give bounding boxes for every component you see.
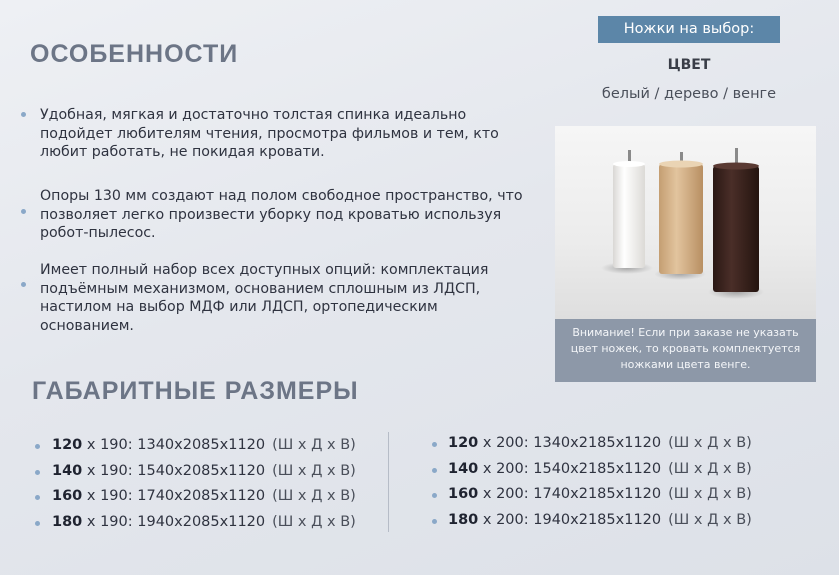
- dimension-row: [448, 512, 752, 528]
- dimension-values: х 190: 1540х2085х1120: [82, 462, 266, 479]
- dimension-unit: (Ш х Д х В): [272, 488, 356, 504]
- dimension-width: 120: [52, 437, 83, 453]
- column-divider: [388, 432, 389, 532]
- bullet-icon: [432, 493, 437, 498]
- feature-item: Удобная, мягкая и достаточно толстая спинка идеально подойдет любителям чтения, просмотра фильмов и тем, кто любит работать, не покидая кровати.: [40, 107, 499, 160]
- dimension-width: 140: [448, 460, 479, 477]
- white-leg: [613, 150, 645, 268]
- feature-item: Имеет полный набор всех доступных опций: комплектация подъёмным механизмом, основанием сплошным из ЛДСП, настилом на выбор МДФ или ЛДСП, ортопедическим основанием.: [40, 262, 489, 334]
- dimension-row: [52, 488, 356, 504]
- bullet-icon: [35, 444, 40, 449]
- bullet-icon: [432, 442, 437, 447]
- dimension-values: х 200: 1940х2185х1120: [478, 511, 662, 528]
- dimension-unit: (Ш х Д х В): [272, 513, 356, 530]
- bullet-icon: [35, 470, 40, 475]
- dimension-values: х 190: 1740х2085х1120: [82, 488, 266, 504]
- bullet-icon: [432, 468, 437, 473]
- bullet-icon: [35, 495, 40, 500]
- dimension-values: х 190: 1940х2085х1120: [82, 513, 266, 530]
- dimension-unit: (Ш х Д х В): [668, 511, 752, 528]
- dimension-values: х 200: 1740х2185х1120: [478, 486, 662, 502]
- dimension-width: 120: [448, 435, 479, 451]
- wood-leg: [659, 152, 703, 274]
- dimension-unit: (Ш х Д х В): [272, 437, 356, 453]
- dimension-unit: (Ш х Д х В): [668, 435, 752, 451]
- notice-box: Внимание! Если при заказе не указать цвет ножек, то кровать комплектуется ножками цвета венге.: [555, 319, 816, 382]
- dimension-row: [52, 463, 356, 479]
- dimension-width: 140: [52, 462, 83, 479]
- dimension-unit: (Ш х Д х В): [668, 460, 752, 477]
- dimension-row: [52, 437, 356, 453]
- dimension-row: [448, 486, 752, 502]
- dimension-row: [448, 461, 752, 477]
- dimension-row: [448, 435, 752, 451]
- dimension-unit: (Ш х Д х В): [272, 462, 356, 479]
- dimension-values: х 200: 1540х2185х1120: [478, 460, 662, 477]
- color-options: белый / дерево / венге: [601, 86, 777, 102]
- bullet-icon: [35, 521, 40, 526]
- bullet-icon: [432, 519, 437, 524]
- features-title: ОСОБЕННОСТИ: [30, 40, 239, 68]
- dimension-unit: (Ш х Д х В): [668, 486, 752, 502]
- dimensions-title: ГАБАРИТНЫЕ РАЗМЕРЫ: [32, 377, 359, 405]
- dimension-row: [52, 514, 356, 530]
- feature-item: Опоры 130 мм создают над полом свободное пространство, что позволяет легко произвести уборку под кроватью используя робот-пылесос.: [40, 188, 523, 241]
- bullet-icon: [21, 282, 26, 287]
- bullet-icon: [21, 209, 26, 214]
- color-label: ЦВЕТ: [667, 57, 711, 73]
- dimension-values: х 190: 1340х2085х1120: [82, 437, 266, 453]
- dimension-width: 180: [52, 513, 83, 530]
- legs-choice-badge: Ножки на выбор:: [598, 16, 780, 43]
- dimension-values: х 200: 1340х2185х1120: [478, 435, 662, 451]
- dimension-width: 180: [448, 511, 479, 528]
- dimension-width: 160: [448, 486, 479, 502]
- legs-photo: [555, 126, 816, 319]
- dimension-width: 160: [52, 488, 83, 504]
- wenge-leg: [713, 148, 759, 292]
- bullet-icon: [21, 112, 26, 117]
